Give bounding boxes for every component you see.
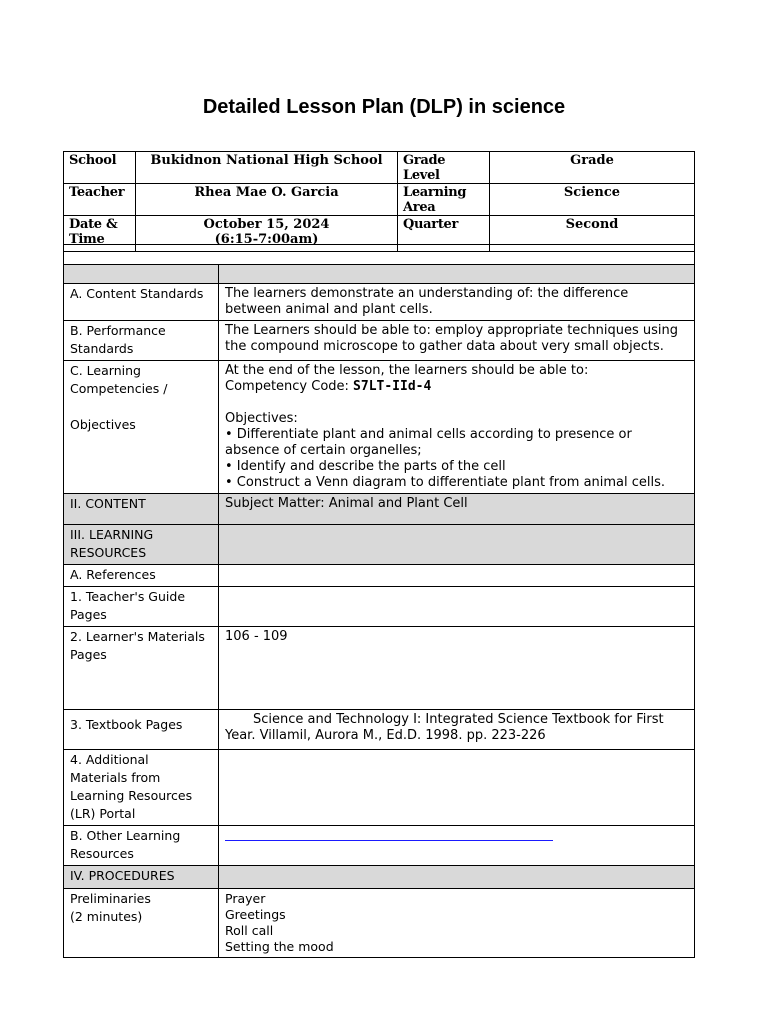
- table-row: [64, 525, 695, 565]
- school-label: School: [64, 152, 136, 184]
- performance-standards-text: The Learners should be able to: employ appropriate techniques using the compound microscope to gather data about very small objects.: [219, 321, 695, 361]
- list-item: Setting the mood: [225, 939, 334, 954]
- learning-area-value: Science: [490, 184, 695, 216]
- additional-materials-label: 4. Additional Materials from Learning Resources (LR) Portal: [64, 750, 219, 826]
- lesson-plan-table: [63, 244, 695, 958]
- date-time-label: Date & Time: [64, 216, 136, 252]
- objectives-header-row: [64, 265, 695, 284]
- learning-resources-label: III. LEARNING RESOURCES: [64, 525, 219, 565]
- textbook-pages-label: 3. Textbook Pages: [64, 710, 219, 750]
- teacher-value: Rhea Mae O. Garcia: [136, 184, 398, 216]
- grade-level-label: Grade Level: [398, 152, 490, 184]
- resource-link[interactable]: [225, 840, 553, 841]
- list-item: Prayer: [225, 891, 266, 906]
- other-resources-label: B. Other Learning Resources: [64, 826, 219, 866]
- learning-area-label: Learning Area: [398, 184, 490, 216]
- objective-item: • Differentiate plant and animal cells according to presence or absence of certain organelles;: [225, 427, 632, 458]
- table-row: [64, 826, 695, 866]
- table-row: [64, 750, 695, 826]
- competency-code: S7LT-IId-4: [353, 379, 432, 394]
- table-row: [64, 321, 695, 361]
- performance-standards-label: B. Performance Standards: [64, 321, 219, 361]
- competencies-label: C. Learning Competencies / Objectives: [64, 361, 219, 494]
- subject-matter-text: Subject Matter: Animal and Plant Cell: [219, 494, 695, 525]
- content-section-label: II. CONTENT: [64, 494, 219, 525]
- list-item: Roll call: [225, 923, 274, 938]
- table-row: [64, 565, 695, 587]
- content-standards-label: A. Content Standards: [64, 284, 219, 321]
- lesson-info-table: [63, 151, 695, 252]
- content-standards-text: The learners demonstrate an understanding of: the difference between animal and plant cells.: [219, 284, 695, 321]
- table-row: [64, 284, 695, 321]
- competencies-text: At the end of the lesson, the learners should be able to: Competency Code: S7LT-IId-4 Objectives: • Differentiate plant and animal cells according to presence or absence of certain organelles; • Identify and describe the parts of the cell • Construct a Venn diagram to differentiate plant from animal cells.: [219, 361, 695, 494]
- table-row: [64, 494, 695, 525]
- objective-item: • Identify and describe the parts of the cell: [225, 459, 506, 474]
- page-title: Detailed Lesson Plan (DLP) in science: [202, 96, 566, 118]
- blank-row: [64, 245, 695, 265]
- preliminaries-label: Preliminaries (2 minutes): [64, 889, 219, 958]
- teachers-guide-label: 1. Teacher's Guide Pages: [64, 587, 219, 627]
- learners-materials-pages: 106 - 109: [219, 627, 695, 710]
- references-label: A. References: [64, 565, 219, 587]
- learners-materials-label: 2. Learner's Materials Pages: [64, 627, 219, 710]
- textbook-pages-text: Science and Technology I: Integrated Science Textbook for First Year. Villamil, Aurora M., Ed.D. 1998. pp. 223-226: [219, 710, 695, 750]
- list-item: Greetings: [225, 907, 286, 922]
- objective-item: • Construct a Venn diagram to differentiate plant from animal cells.: [225, 475, 666, 490]
- table-row: [64, 710, 695, 750]
- quarter-value: Second: [490, 216, 695, 252]
- table-row: [64, 587, 695, 627]
- date-time-value: October 15, 2024 (6:15-7:00am): [136, 216, 398, 252]
- school-value: Bukidnon National High School: [136, 152, 398, 184]
- quarter-label: Quarter: [398, 216, 490, 252]
- grade-level-value: Grade: [490, 152, 695, 184]
- table-row: [64, 866, 695, 889]
- table-row: [64, 361, 695, 494]
- preliminaries-list: [219, 889, 695, 958]
- procedures-label: IV. PROCEDURES: [64, 866, 219, 889]
- table-row: [64, 627, 695, 710]
- table-row: [64, 889, 695, 958]
- teacher-label: Teacher: [64, 184, 136, 216]
